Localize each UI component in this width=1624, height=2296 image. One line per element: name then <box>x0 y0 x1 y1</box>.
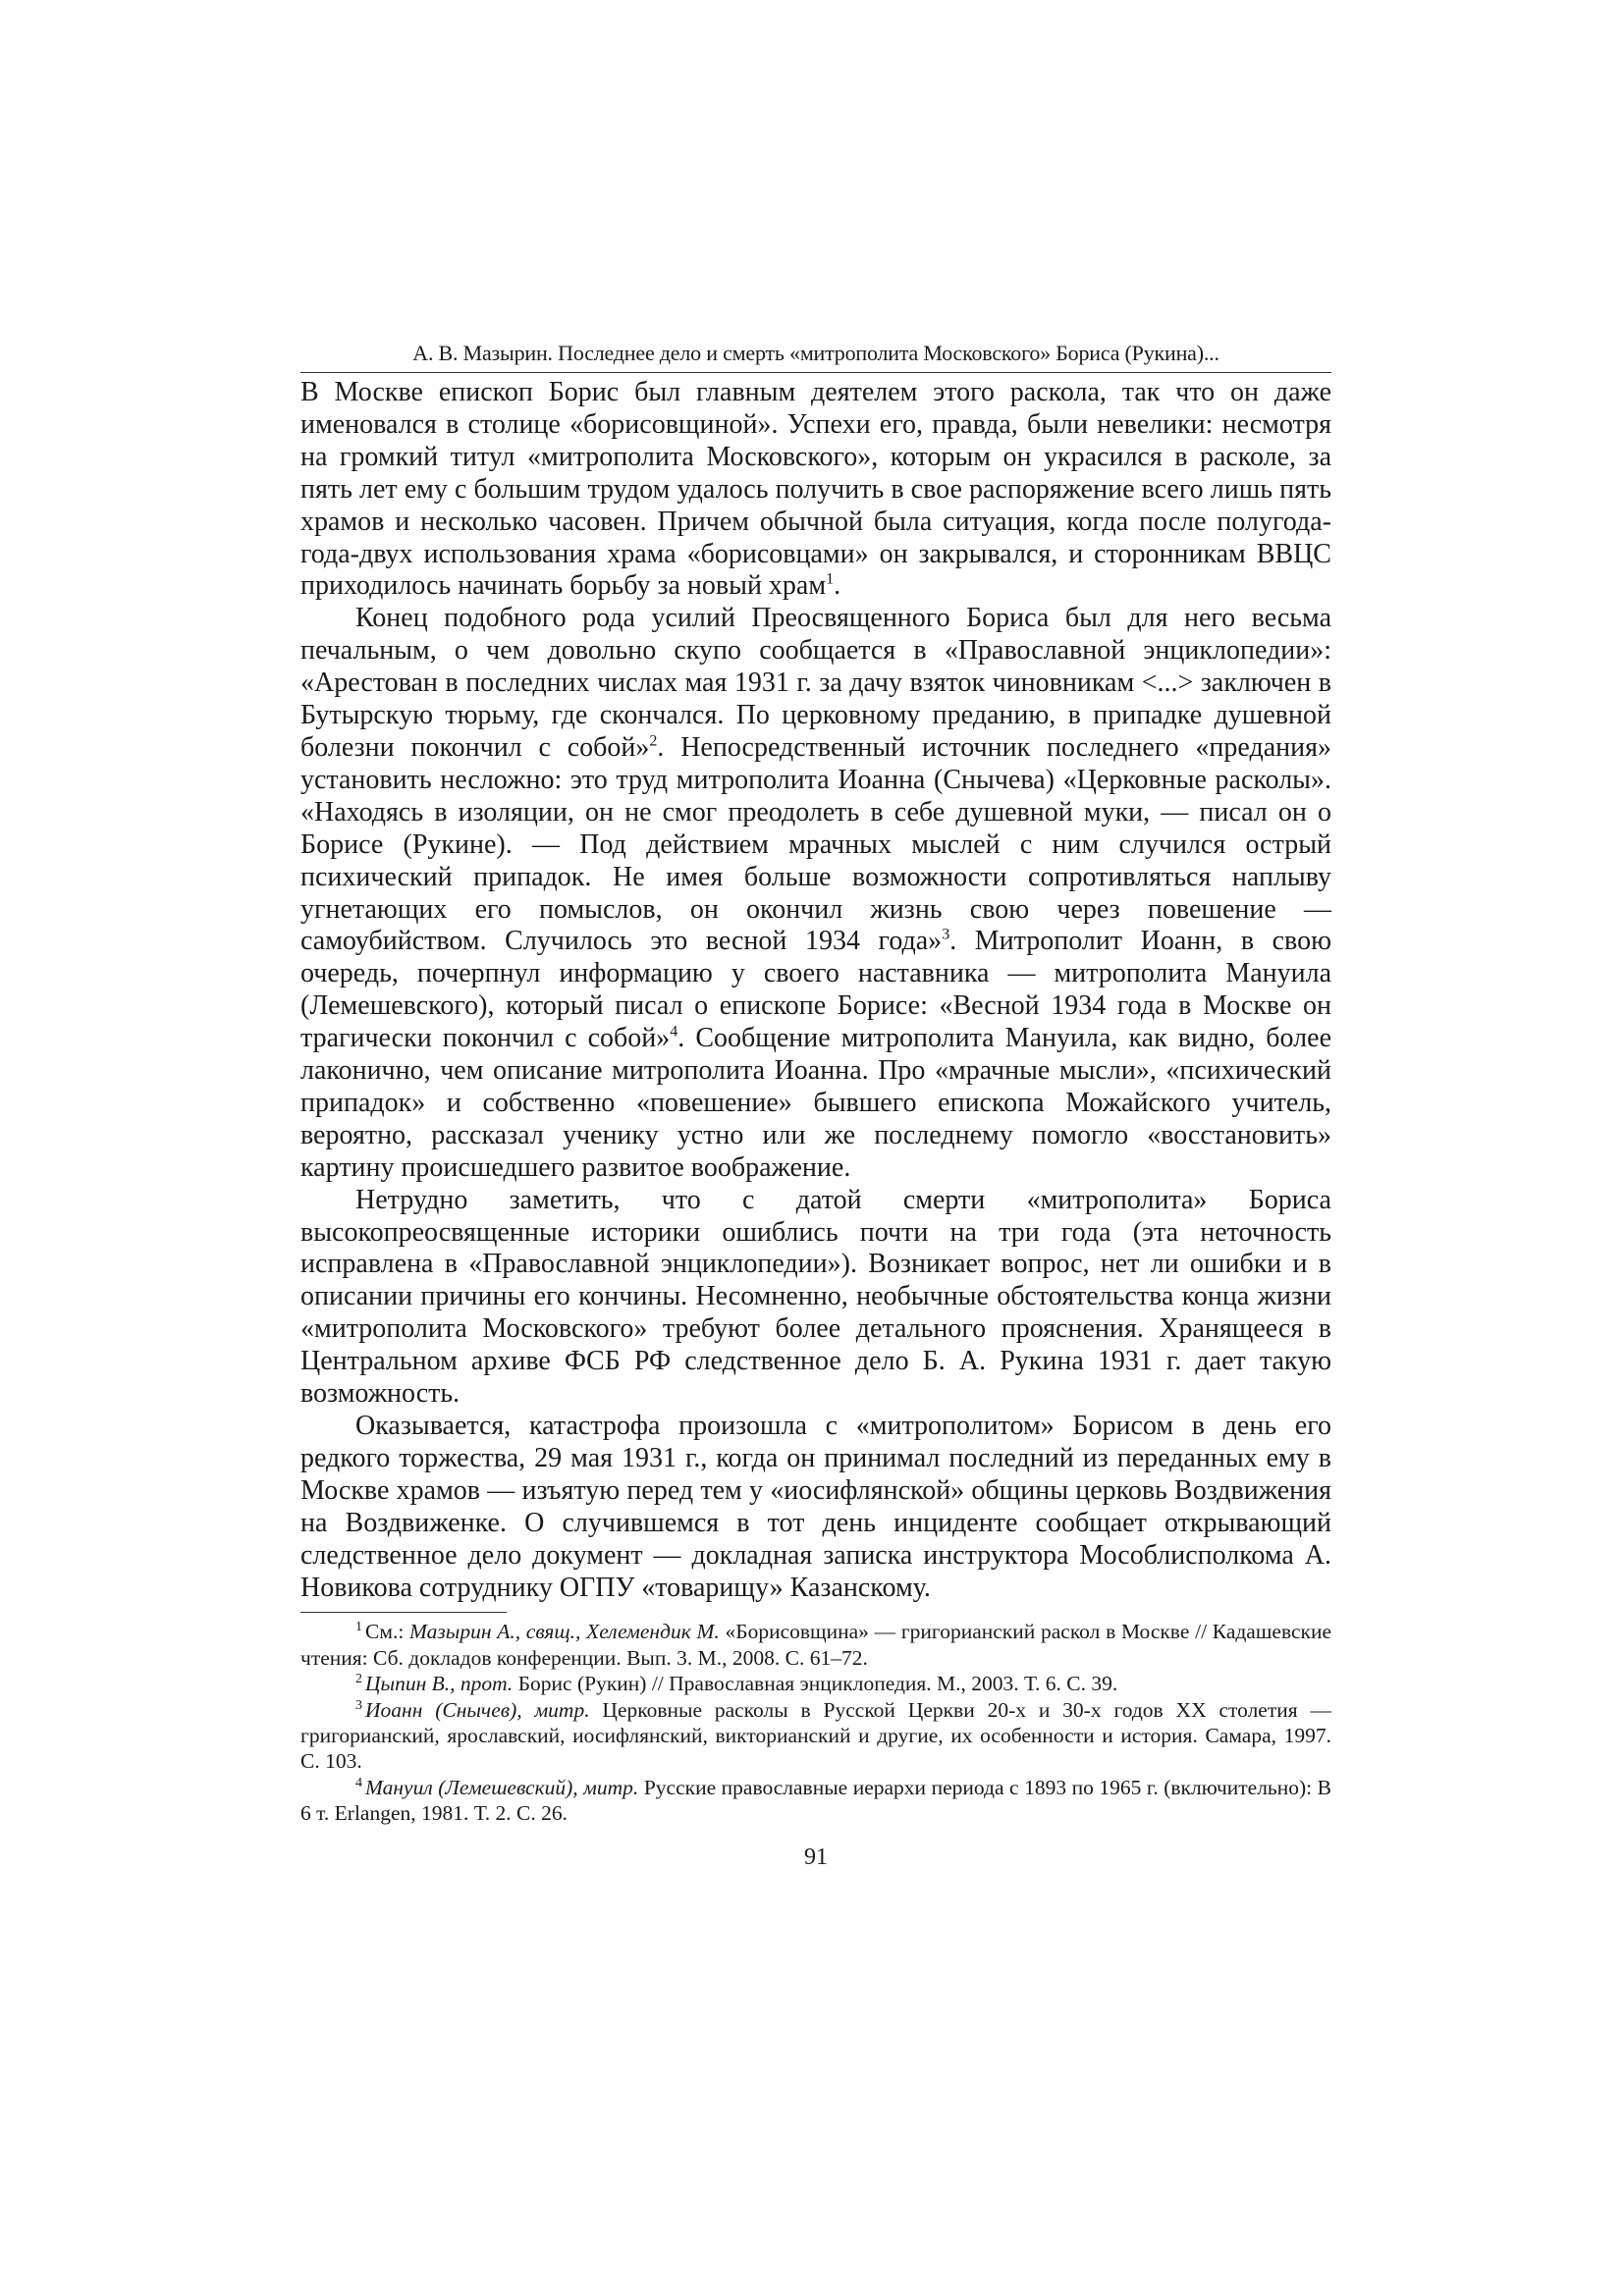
body-text <box>300 377 1331 1604</box>
footnote-number: 1 <box>355 1620 362 1635</box>
document-page <box>300 339 1331 1872</box>
footnotes <box>300 1619 1331 1826</box>
paragraph-text: . Сообщение митрополита Мануила, как видно, более лаконично, чем описание митрополита Иоанна. Про «мрачные мысли», «психический припадок» и собственно «повешение» бывшего епископа Можайского учитель, вероятно, рассказал ученику устно или же последнему помогло «восстановить» картину происшедшего развитое воображение. <box>300 1023 1331 1183</box>
footnote-number: 2 <box>355 1672 362 1687</box>
footnote-ref-4[interactable]: 4 <box>670 1023 678 1041</box>
paragraph-text: Конец подобного рода усилий Преосвященного Бориса был для него весьма печальным, о чем довольно скупо сообщается в «Православной энциклопедии»: «Арестован в последних числах мая 1931 г. за дачу взяток чиновникам <...> заключен в Бутырскую тюрьму, где скончался. По церковному преданию, в припадке душевной болезни покончил с собой» <box>300 603 1331 763</box>
paragraph-1 <box>300 377 1331 603</box>
paragraph-3: Нетрудно заметить, что с датой смерти «митрополита» Бориса высокопреосвященные историки ошиблись почти на три года (эта неточность исправлена в «Православной энциклопедии»). Возникает вопрос, нет ли ошибки и в описании причины его кончины. Несомненно, необычные обстоятельства конца жизни «митрополита Московского» требуют более детального прояснения. Хранящееся в Центральном архиве ФСБ РФ следственное дело Б. А. Рукина 1931 г. дает такую возможность. <box>300 1184 1331 1410</box>
paragraph-4: Оказывается, катастрофа произошла с «митрополитом» Борисом в день его редкого торжества, 29 мая 1931 г., когда он принимал последний из переданных ему в Москве храмов — изъятую перед тем у «иосифлянской» общины церковь Воздвижения на Воздвиженке. О случившемся в тот день инциденте сообщает открывающий следственное дело документ — докладная записка инструктора Мособлисполкома А. Новикова сотруднику ОГПУ «товарищу» Казанскому. <box>300 1411 1331 1603</box>
footnote-separator <box>300 1612 507 1613</box>
footnote-1 <box>300 1619 1331 1671</box>
footnote-ref-1[interactable]: 1 <box>826 571 835 589</box>
running-header: А. В. Мазырин. Последнее дело и смерть «митрополита Московского» Бориса (Рукина)... <box>300 339 1331 373</box>
footnote-number: 4 <box>355 1775 362 1790</box>
footnote-text: Борис (Рукин) // Православная энциклопедия. М., 2003. Т. 6. С. 39. <box>513 1672 1118 1696</box>
footnote-ref-3[interactable]: 3 <box>942 927 950 944</box>
page-number: 91 <box>804 1843 828 1870</box>
footnote-text: «Борисовщина» — григорианский раскол в Москве // Кадашевские чтения: Сб. докладов конференции. Вып. 3. М., 2008. С. 61–72. <box>300 1620 1332 1670</box>
footnote-4 <box>300 1775 1331 1827</box>
paragraph-text: В Москве епископ Борис был главным деятелем этого раскола, так что он даже именовался в столице «борисовщиной». Успехи его, правда, были невелики: несмотря на громкий титул «митрополита Московского», которым он украсился в расколе, за пять лет ему с большим трудом удалось получить в свое распоряжение всего лишь пять храмов и несколько часовен. Причем обычной была ситуация, когда после полугода-года-двух использования храма «борисовцами» он закрывался, и сторонникам ВВЦС приходилось начинать борьбу за новый храм <box>300 377 1331 602</box>
paragraph-tail: . <box>834 570 841 602</box>
paragraph-text: . Непосредственный источник последнего «предания» установить несложно: это труд митрополита Иоанна (Снычева) «Церковные расколы». «Находясь в изоляции, он не смог преодолеть в себе душевной муки, — писал он о Борисе (Рукине). — Под действием мрачных мыслей с ним случился острый психический припадок. Не имея больше возможности сопротивляться наплыву угнетающих его помыслов, он окончил жизнь свою через повешение — самоубийством. Случилось это весной 1934 года» <box>300 731 1331 957</box>
footnote-prefix: См.: <box>365 1620 410 1644</box>
footnote-3 <box>300 1697 1331 1775</box>
footnote-2 <box>300 1671 1331 1696</box>
footnote-author: Иоанн (Снычев), митр. <box>365 1697 590 1722</box>
footnote-author: Цыпин В., прот. <box>365 1672 514 1696</box>
footnote-text: Церковные расколы в Русской Церкви 20-х и 30-х годов XX столетия — григорианский, ярославский, иосифлянский, викторианский и другие, их особенности и история. Самара, 1997. С. 103. <box>300 1697 1331 1774</box>
paragraph-text: . Митрополит Иоанн, в свою очередь, почерпнул информацию у своего наставника — митрополита Мануила (Лемешевского), который писал о епископе Борисе: «Весной 1934 года в Москве он трагически покончил с собой» <box>300 926 1331 1054</box>
footnote-text: Русские православные иерархи периода с 1893 по 1965 г. (включительно): В 6 т. Erlangen, 1981. Т. 2. С. 26. <box>300 1775 1331 1826</box>
footnote-ref-2[interactable]: 2 <box>649 732 658 750</box>
footnote-number: 3 <box>355 1697 362 1713</box>
footnote-author: Мануил (Лемешевский), митр. <box>365 1775 639 1799</box>
paragraph-2 <box>300 603 1331 1184</box>
footnote-author: Мазырин А., свящ., Хелемендик М. <box>409 1620 720 1644</box>
